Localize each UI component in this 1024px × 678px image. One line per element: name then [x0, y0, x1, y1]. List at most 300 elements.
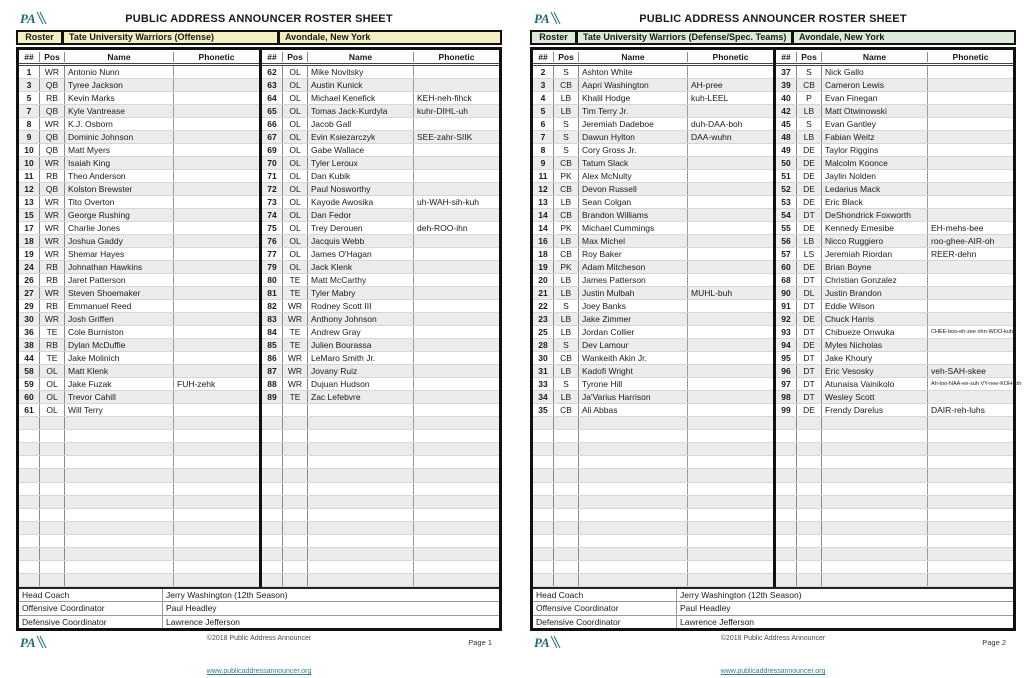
player-phonetic — [928, 274, 1013, 286]
coach-title: Defensive Coordinator — [536, 616, 621, 627]
player-position: QB — [40, 183, 65, 195]
player-position: OL — [40, 391, 65, 403]
player-number — [19, 535, 40, 547]
roster-row — [533, 300, 773, 313]
player-number: 83 — [262, 313, 283, 325]
player-number — [19, 469, 40, 481]
player-number: 39 — [776, 79, 797, 91]
roster-row — [533, 404, 773, 417]
player-name: James O'Hagan — [308, 248, 414, 260]
player-position: WR — [40, 222, 65, 234]
player-name: Michael Kenefick — [308, 92, 414, 104]
roster-row — [533, 261, 773, 274]
player-position: WR — [40, 66, 65, 78]
player-position: DT — [797, 378, 822, 390]
player-number: 14 — [533, 222, 554, 234]
roster-row — [262, 496, 499, 509]
roster-row — [533, 483, 773, 496]
roster-row — [262, 417, 499, 430]
roster-row — [776, 352, 1013, 365]
player-phonetic — [174, 469, 259, 481]
player-phonetic: uh-WAH-sih-kuh — [417, 197, 480, 208]
roster-rows — [776, 66, 1022, 587]
player-name: Alex McNulty — [579, 170, 688, 182]
player-phonetic — [414, 574, 499, 586]
player-number — [776, 483, 797, 495]
roster-row — [776, 378, 1022, 391]
player-name: Gabe Wallace — [308, 144, 414, 156]
roster-rows — [19, 66, 259, 587]
player-position — [40, 483, 65, 495]
roster-row — [19, 326, 259, 339]
roster-row — [262, 118, 499, 131]
player-position — [40, 509, 65, 521]
player-number: 24 — [19, 261, 40, 273]
roster-row — [19, 222, 259, 235]
roster-row — [19, 300, 259, 313]
player-name: Roy Baker — [579, 248, 688, 260]
player-name: Cole Burniston — [65, 326, 174, 338]
player-phonetic — [174, 79, 259, 91]
col-header-numnum: ## — [776, 52, 797, 62]
player-position: CB — [554, 248, 579, 260]
player-position: S — [554, 378, 579, 390]
roster-row — [533, 92, 773, 105]
player-position — [554, 548, 579, 560]
roster-row — [19, 469, 259, 482]
player-name: Kolston Brewster — [65, 183, 174, 195]
player-number: 51 — [776, 170, 797, 182]
player-position: CB — [554, 404, 579, 416]
player-phonetic — [174, 404, 259, 416]
coach-row — [19, 616, 499, 628]
player-number — [776, 509, 797, 521]
player-name: Ashton White — [579, 66, 688, 78]
player-number: 42 — [776, 105, 797, 117]
roster-row — [262, 248, 499, 261]
player-position: CB — [554, 183, 579, 195]
roster-row — [533, 339, 773, 352]
player-position: DT — [797, 391, 822, 403]
roster-header-bar — [16, 30, 502, 45]
player-name — [579, 535, 688, 547]
player-name — [822, 469, 928, 481]
roster-row — [533, 522, 773, 535]
roster-row — [262, 548, 499, 561]
player-number — [776, 456, 797, 468]
player-phonetic — [174, 157, 259, 169]
roster-row — [776, 66, 1013, 79]
player-phonetic — [928, 443, 1013, 455]
player-name: Dan Fedor — [308, 209, 414, 221]
player-name: Mike Novitsky — [308, 66, 414, 78]
player-position: TE — [40, 352, 65, 364]
player-position: S — [554, 144, 579, 156]
player-phonetic — [174, 287, 259, 299]
player-phonetic — [174, 209, 259, 221]
player-position: S — [554, 66, 579, 78]
roster-row — [776, 209, 1013, 222]
player-phonetic — [174, 339, 259, 351]
player-position: DE — [797, 157, 822, 169]
player-phonetic — [688, 561, 773, 573]
player-position: RB — [40, 339, 65, 351]
player-phonetic — [928, 548, 1013, 560]
player-number: 4 — [533, 92, 554, 104]
player-position: OL — [283, 118, 308, 130]
player-name: Dujuan Hudson — [308, 378, 414, 390]
player-name — [308, 509, 414, 521]
player-position — [797, 561, 822, 573]
player-name: Jacob Gall — [308, 118, 414, 130]
player-position: DE — [797, 313, 822, 325]
player-number — [262, 522, 283, 534]
player-phonetic — [174, 496, 259, 508]
player-number: 52 — [776, 183, 797, 195]
player-name: Joey Banks — [579, 300, 688, 312]
player-name: Dominic Johnson — [65, 131, 174, 143]
roster-row — [262, 352, 499, 365]
roster-row — [776, 365, 1013, 378]
player-position — [797, 430, 822, 442]
team-location: Avondale, New York — [285, 32, 371, 42]
player-name — [579, 430, 688, 442]
player-name: Antonio Nunn — [65, 66, 174, 78]
roster-row — [262, 261, 499, 274]
player-position — [40, 443, 65, 455]
player-name — [579, 548, 688, 560]
player-number: 5 — [533, 105, 554, 117]
player-number — [262, 535, 283, 547]
player-phonetic — [928, 509, 1013, 521]
player-name: Kennedy Emesibe — [822, 222, 928, 234]
player-name — [822, 522, 928, 534]
roster-row — [776, 183, 1013, 196]
player-number: 76 — [262, 235, 283, 247]
player-phonetic — [928, 131, 1013, 143]
player-number — [19, 456, 40, 468]
player-number — [262, 483, 283, 495]
roster-row — [533, 417, 773, 430]
roster-row — [533, 509, 773, 522]
player-position: DT — [797, 300, 822, 312]
player-phonetic — [414, 404, 499, 416]
player-phonetic — [414, 391, 499, 403]
player-number: 11 — [19, 170, 40, 182]
player-phonetic — [928, 313, 1013, 325]
player-number: 19 — [19, 248, 40, 260]
player-phonetic: CHEE-boo-eh-zee ohn-WOO-kuh — [931, 329, 1013, 336]
player-phonetic: AH-pree — [691, 80, 723, 91]
coach-section — [533, 587, 1013, 628]
player-name: Kevin Marks — [65, 92, 174, 104]
player-name — [308, 561, 414, 573]
player-position: LB — [554, 92, 579, 104]
player-number: 67 — [262, 131, 283, 143]
footer-link[interactable]: www.publicaddressannouncer.org — [206, 668, 312, 675]
player-name: Joshua Gaddy — [65, 235, 174, 247]
coach-title: Offensive Coordinator — [536, 603, 619, 614]
player-number — [533, 535, 554, 547]
player-phonetic — [688, 274, 773, 286]
player-position: LB — [554, 365, 579, 377]
coach-name: Paul Headley — [676, 602, 1013, 614]
roster-rows — [533, 66, 773, 587]
player-number: 40 — [776, 92, 797, 104]
player-phonetic — [174, 548, 259, 560]
player-number: 15 — [19, 209, 40, 221]
player-name: Jacquis Webb — [308, 235, 414, 247]
player-number: 49 — [776, 144, 797, 156]
player-phonetic — [688, 456, 773, 468]
player-name — [308, 430, 414, 442]
roster-row — [19, 417, 259, 430]
player-phonetic — [688, 352, 773, 364]
roster-row — [533, 66, 773, 79]
player-number — [533, 483, 554, 495]
player-phonetic — [414, 522, 499, 534]
roster-row — [533, 287, 773, 300]
player-phonetic — [174, 118, 259, 130]
player-phonetic — [174, 313, 259, 325]
footer-center — [14, 635, 504, 678]
player-position: QB — [40, 131, 65, 143]
player-number — [262, 496, 283, 508]
player-phonetic — [928, 92, 1013, 104]
roster-row — [19, 105, 259, 118]
player-position: S — [554, 118, 579, 130]
player-phonetic — [928, 561, 1013, 573]
roster-row — [776, 287, 1013, 300]
team-name: Tate University Warriors (Offense) — [64, 32, 280, 43]
roster-row — [262, 131, 499, 144]
roster-row — [533, 313, 773, 326]
player-number: 17 — [19, 222, 40, 234]
player-name: Ja'Varius Harrison — [579, 391, 688, 403]
page-footer — [528, 635, 1018, 675]
player-position — [283, 561, 308, 573]
player-position — [283, 496, 308, 508]
player-phonetic — [414, 183, 499, 195]
player-position — [554, 443, 579, 455]
player-number: 57 — [776, 248, 797, 260]
player-phonetic — [688, 222, 773, 234]
roster-row — [262, 183, 499, 196]
roster-row — [19, 365, 259, 378]
roster-row — [776, 105, 1013, 118]
player-number: 66 — [262, 118, 283, 130]
player-number: 27 — [19, 287, 40, 299]
roster-row — [533, 248, 773, 261]
player-phonetic — [174, 561, 259, 573]
player-name — [65, 548, 174, 560]
player-number: 11 — [533, 170, 554, 182]
player-phonetic: REER-dehn — [931, 249, 977, 260]
player-phonetic — [928, 456, 1013, 468]
player-number — [533, 574, 554, 586]
roster-row — [19, 430, 259, 443]
player-position — [283, 456, 308, 468]
player-number — [19, 561, 40, 573]
coach-name: Lawrence Jefferson — [162, 616, 499, 628]
player-position: OL — [283, 248, 308, 260]
player-phonetic — [414, 365, 499, 377]
svg-text:PA: PA — [534, 11, 550, 26]
player-name — [308, 522, 414, 534]
player-name: George Rushing — [65, 209, 174, 221]
player-position — [554, 574, 579, 586]
roster-row — [262, 339, 499, 352]
player-phonetic — [688, 235, 773, 247]
coach-row — [19, 589, 499, 602]
player-phonetic — [174, 509, 259, 521]
player-name — [822, 456, 928, 468]
player-position: WR — [40, 118, 65, 130]
player-name — [822, 509, 928, 521]
player-phonetic — [688, 313, 773, 325]
player-position — [40, 561, 65, 573]
player-number — [262, 574, 283, 586]
page-footer — [14, 635, 504, 675]
player-number: 21 — [533, 287, 554, 299]
coach-row — [19, 602, 499, 615]
roster-row — [262, 105, 499, 118]
player-number: 38 — [19, 339, 40, 351]
player-phonetic — [414, 417, 499, 429]
player-position: S — [797, 66, 822, 78]
player-name: Jeremiah Dadeboe — [579, 118, 688, 130]
player-phonetic — [414, 66, 499, 78]
roster-row — [19, 483, 259, 496]
player-phonetic — [688, 430, 773, 442]
player-position: RB — [40, 170, 65, 182]
roster-page-1 — [14, 0, 504, 675]
player-position: OL — [283, 66, 308, 78]
roster-row — [19, 548, 259, 561]
player-phonetic — [174, 66, 259, 78]
player-name — [308, 404, 414, 416]
player-number: 84 — [262, 326, 283, 338]
roster-row — [19, 574, 259, 587]
footer-link[interactable]: www.publicaddressannouncer.org — [720, 668, 826, 675]
player-name: Adam Mitcheson — [579, 261, 688, 273]
player-name — [579, 443, 688, 455]
player-position: WR — [283, 352, 308, 364]
player-position: DL — [797, 287, 822, 299]
roster-label: Roster — [18, 32, 64, 43]
roster-row — [533, 496, 773, 509]
roster-row — [776, 235, 1013, 248]
player-position — [283, 404, 308, 416]
player-phonetic — [928, 144, 1013, 156]
player-position: DT — [797, 365, 822, 377]
roster-row — [262, 326, 499, 339]
player-number: 85 — [262, 339, 283, 351]
player-phonetic — [688, 209, 773, 221]
player-name: Devon Russell — [579, 183, 688, 195]
player-position — [283, 509, 308, 521]
player-phonetic: kuhr-DIHL-uh — [417, 106, 469, 117]
player-position — [40, 430, 65, 442]
roster-row — [776, 92, 1013, 105]
player-number: 3 — [19, 79, 40, 91]
player-phonetic — [928, 522, 1013, 534]
roster-row — [262, 443, 499, 456]
player-name — [65, 574, 174, 586]
roster-label: Roster — [532, 32, 578, 43]
player-name: Eric Black — [822, 196, 928, 208]
player-name: Justin Brandon — [822, 287, 928, 299]
player-number — [262, 548, 283, 560]
player-number: 95 — [776, 352, 797, 364]
player-position: OL — [283, 196, 308, 208]
player-phonetic — [414, 248, 499, 260]
player-phonetic — [928, 574, 1013, 586]
player-position — [40, 469, 65, 481]
roster-row — [533, 183, 773, 196]
player-name: Shemar Hayes — [65, 248, 174, 260]
player-position: PK — [554, 170, 579, 182]
player-name: Wesley Scott — [822, 391, 928, 403]
roster-row — [776, 443, 1013, 456]
player-name — [579, 417, 688, 429]
player-position: LS — [797, 248, 822, 260]
player-phonetic — [414, 144, 499, 156]
player-number: 30 — [533, 352, 554, 364]
player-name — [822, 548, 928, 560]
roster-row — [776, 131, 1013, 144]
player-position — [283, 443, 308, 455]
player-number: 18 — [533, 248, 554, 260]
player-name: Jake Molinich — [65, 352, 174, 364]
player-number: 77 — [262, 248, 283, 260]
player-number: 5 — [19, 92, 40, 104]
player-name — [65, 535, 174, 547]
player-phonetic: veh-SAH-skee — [931, 366, 986, 377]
player-phonetic — [414, 535, 499, 547]
player-position — [40, 417, 65, 429]
player-name: Kadofi Wright — [579, 365, 688, 377]
roster-row — [262, 378, 499, 391]
player-name: Ledarius Mack — [822, 183, 928, 195]
roster-row — [262, 144, 499, 157]
player-number: 13 — [533, 196, 554, 208]
player-position: OL — [283, 157, 308, 169]
roster-row — [19, 157, 259, 170]
roster-row — [19, 496, 259, 509]
player-name: James Patterson — [579, 274, 688, 286]
player-name: Tyler Leroux — [308, 157, 414, 169]
player-number: 20 — [533, 274, 554, 286]
roster-row — [776, 522, 1013, 535]
player-name: Paul Nosworthy — [308, 183, 414, 195]
player-name — [579, 456, 688, 468]
roster-row — [262, 92, 499, 105]
roster-row — [776, 339, 1013, 352]
player-position: WR — [283, 378, 308, 390]
player-name — [822, 417, 928, 429]
player-position: OL — [40, 378, 65, 390]
team-name: Tate University Warriors (Defense/Spec. Teams) — [578, 32, 794, 43]
roster-row — [776, 483, 1013, 496]
player-position: CB — [554, 209, 579, 221]
player-number: 73 — [262, 196, 283, 208]
player-number — [533, 443, 554, 455]
player-position: WR — [40, 209, 65, 221]
player-phonetic — [414, 118, 499, 130]
col-header-Name: Name — [308, 52, 414, 62]
roster-row — [262, 574, 499, 587]
